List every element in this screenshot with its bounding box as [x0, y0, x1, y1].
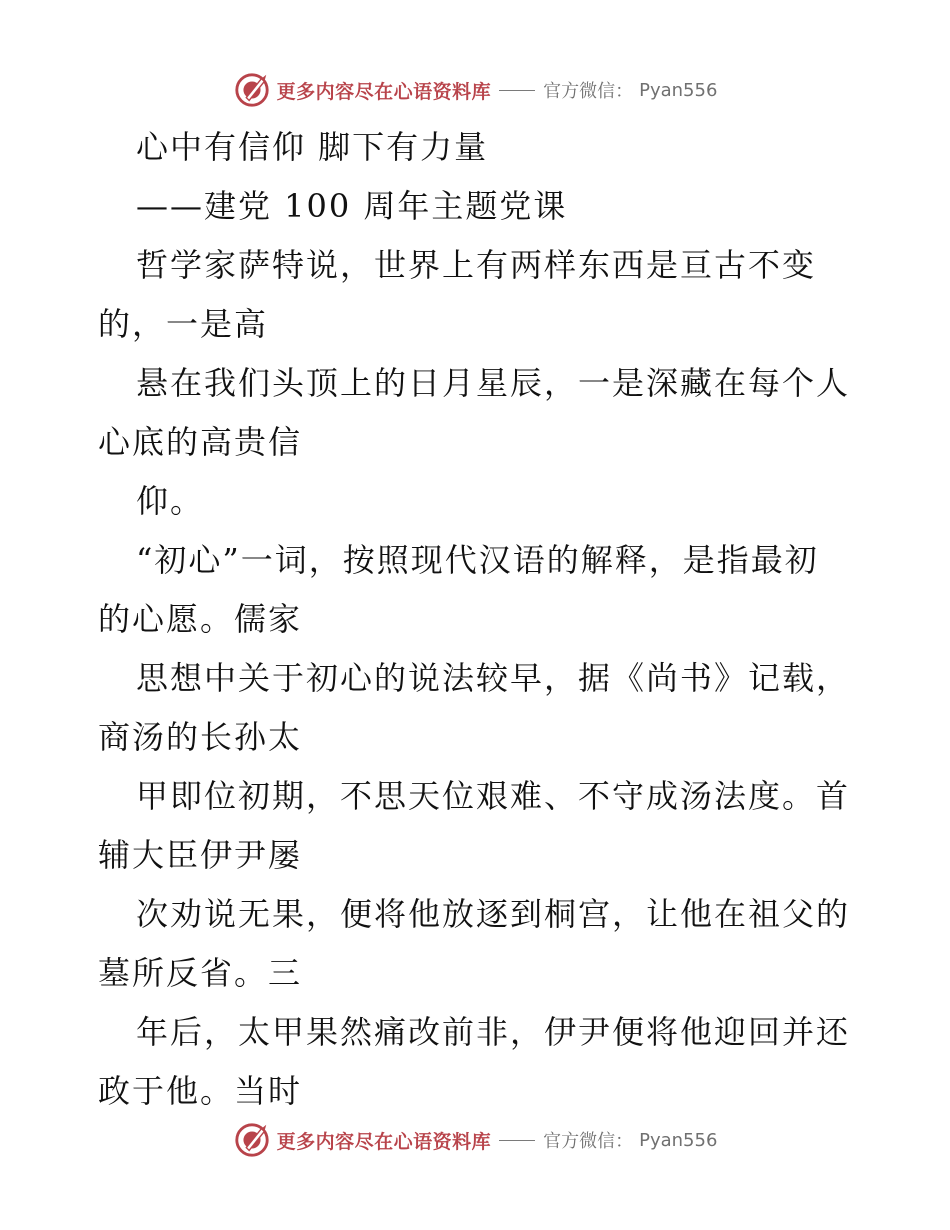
text-line-7: 的心愿。儒家 [98, 600, 303, 638]
footer-contact-id: Pyan556 [639, 1129, 718, 1151]
header-contact-label: 官方微信： [543, 81, 634, 102]
text-line-5: 仰。 [136, 482, 205, 520]
footer-banner [0, 1118, 950, 1162]
text-line-3: 悬在我们头顶上的日月星辰，一是深藏在每个人 [136, 364, 851, 402]
footer-dash [499, 1140, 535, 1141]
brand-logo-icon [233, 71, 271, 109]
footer-promo-text: 更多内容尽在心语资料库 [276, 1130, 492, 1153]
text-line-8: 思想中关于初心的说法较早，据《尚书》记载， [136, 659, 851, 697]
text-line-14: 年后，太甲果然痛改前非，伊尹便将他迎回并还 [136, 1013, 851, 1051]
text-line-1: 哲学家萨特说，世界上有两样东西是亘古不变 [136, 246, 817, 284]
text-line-10: 甲即位初期，不思天位艰难、不守成汤法度。首 [136, 777, 851, 815]
header-dash [499, 90, 535, 91]
brand-logo-icon [233, 1121, 271, 1159]
text-line-4: 心底的高贵信 [98, 423, 303, 461]
header-contact-id: Pyan556 [639, 79, 718, 101]
header-promo-text: 更多内容尽在心语资料库 [276, 80, 492, 103]
footer-contact-label: 官方微信： [543, 1131, 634, 1152]
header-banner [0, 68, 950, 112]
text-line-6: “初心”一词，按照现代汉语的解释，是指最初 [136, 541, 819, 579]
text-line-12: 次劝说无果，便将他放逐到桐宫，让他在祖父的 [136, 895, 851, 933]
text-line-13: 墓所反省。三 [98, 954, 303, 992]
text-line-9: 商汤的长孙太 [98, 718, 303, 756]
document-subtitle: ——建党 100 周年主题党课 [136, 187, 568, 225]
document-title: 心中有信仰 脚下有力量 [136, 128, 489, 166]
document-body [98, 118, 858, 1121]
text-line-15: 政于他。当时 [98, 1072, 303, 1110]
text-line-2: 的，一是高 [98, 305, 269, 343]
text-line-11: 辅大臣伊尹屡 [98, 836, 303, 874]
